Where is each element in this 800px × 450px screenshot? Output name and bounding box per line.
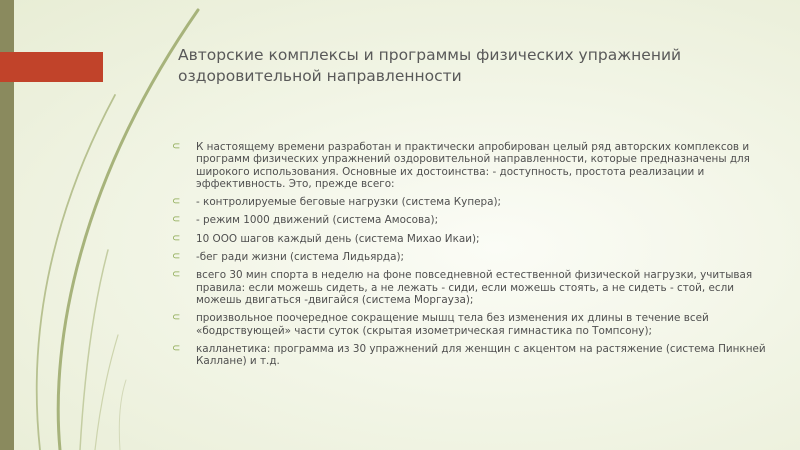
bullet-icon: ⊂	[172, 141, 181, 152]
title-accent-block	[0, 52, 103, 82]
bullet-icon: ⊂	[172, 232, 181, 244]
bullet-text: - режим 1000 движений (система Амосова);	[196, 214, 439, 227]
bullet-icon: ⊂	[172, 214, 181, 226]
bullet-icon: ⊂	[172, 269, 181, 281]
bullet-item	[171, 312, 771, 337]
slide-title-line-1: Авторские комплексы и программы физических упражнений	[178, 46, 682, 64]
bullet-item	[171, 269, 771, 306]
bullet-item	[171, 251, 771, 263]
slide-title	[178, 45, 768, 87]
bullet-item	[171, 196, 771, 208]
bullet-item	[171, 233, 771, 245]
slide-title-line-2: оздоровительной направленности	[178, 67, 462, 85]
bullet-icon: ⊂	[172, 251, 181, 263]
bullet-icon: ⊂	[172, 342, 181, 354]
bullet-text: К настоящему времени разработан и практически апробирован целый ряд авторских комплексов и программ физических упражнений оздоровительной направленности, которые предназначены для широкого использования. Основные их достоинства: - доступность, простота реализации и эффективность. Это, прежде всего:	[196, 141, 750, 190]
bullet-icon: ⊂	[172, 196, 181, 208]
bullet-text: - контролируемые беговые нагрузки (система Купера);	[196, 196, 502, 209]
bullet-text: произвольное поочередное сокращение мышц тела без изменения их длины в течение всей «бодрствующей» части суток (скрытая изометрическая гимнастика по Томпсону);	[196, 312, 709, 337]
bullet-text: -бег ради жизни (система Лидьярда);	[196, 251, 405, 264]
bullet-icon: ⊂	[172, 312, 181, 324]
bullet-text: 10 ООО шагов каждый день (система Михао Икаи);	[196, 232, 480, 245]
bullet-list	[171, 141, 771, 373]
bullet-item	[171, 141, 771, 190]
bullet-item	[171, 343, 771, 368]
bullet-item	[171, 214, 771, 226]
bullet-text: всего 30 мин спорта в неделю на фоне повседневной естественной физической нагрузки, учитывая правила: если можешь сидеть, а не лежать - сиди, если можешь стоять, а не сидеть - стой, если можешь двигаться -двигайся (система Моргауза);	[196, 269, 753, 306]
bullet-text: калланетика: программа из 30 упражнений для женщин с акцентом на растяжение (система Пинкней Каллане) и т.д.	[196, 342, 766, 368]
